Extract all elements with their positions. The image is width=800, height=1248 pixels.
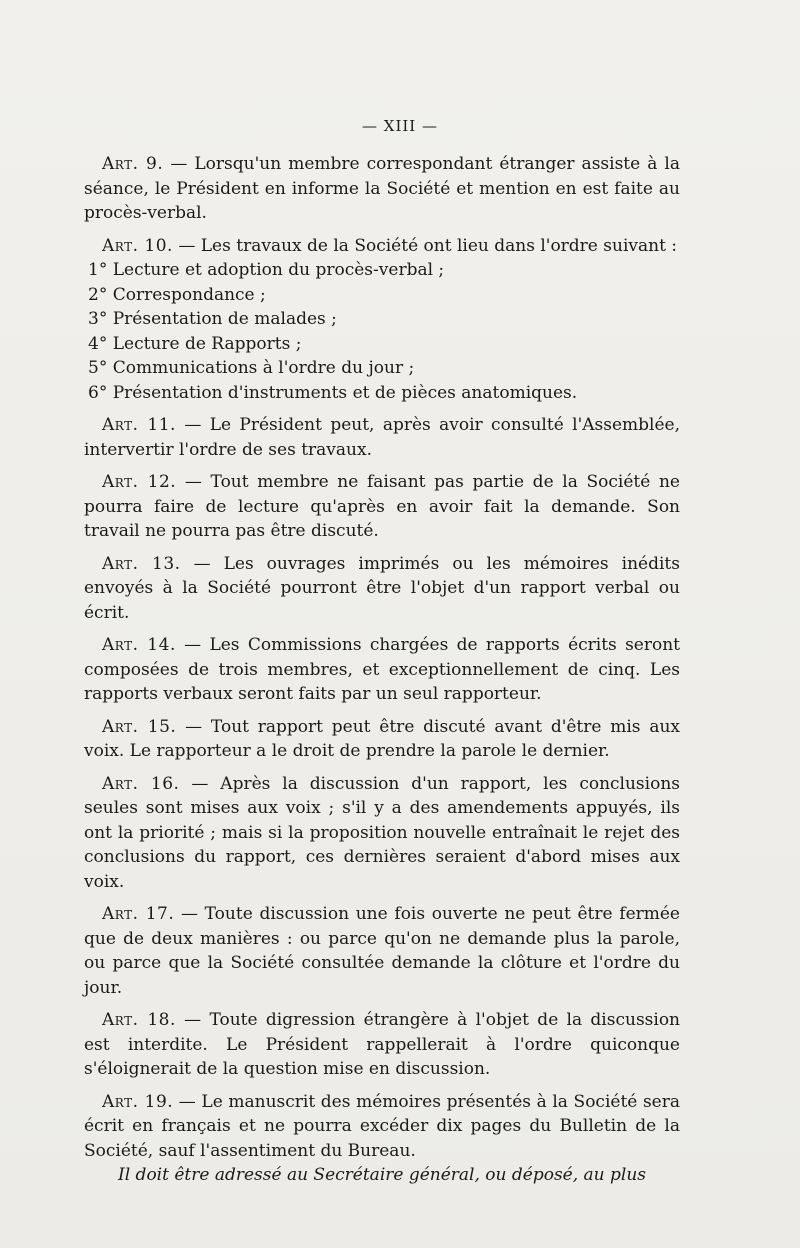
article-label: Art. 10. (102, 235, 173, 256)
list-item: 5° Communications à l'ordre du jour ; (88, 358, 415, 378)
list-item: 2° Correspondance ; (88, 284, 266, 305)
article-label: Art. 11. (102, 415, 176, 435)
article-text: — Tout rapport peut être discuté avant d'être mis aux voix. Le rapporteur a le droit de prendre la parole le dernier. (84, 716, 680, 761)
article-14 (84, 633, 680, 707)
article-text: — Les Commissions chargées de rapports écrits seront composées de trois membres, et exceptionnellement de cinq. Les rapports verbaux seront faits par un seul rapporteur. (84, 635, 680, 704)
list-item: 3° Présentation de malades ; (88, 309, 337, 329)
article-19 (84, 1090, 680, 1164)
article-17 (84, 902, 680, 1000)
article-label: Art. 17. (102, 904, 175, 924)
article-text: — Les travaux de la Société ont lieu dans l'ordre suivant : (178, 235, 678, 256)
article-15 (84, 715, 680, 764)
article-text: — Lorsqu'un membre correspondant étranger assiste à la séance, le Président en informe la Société et mention en est faite au procès-verbal. (84, 154, 680, 223)
article-9 (84, 152, 680, 226)
article-text: — Après la discussion d'un rapport, les conclusions seules sont mises aux voix ; s'il y a des amendements appuyés, ils ont la priorité ; mais si la proposition nouvelle entraînait le rejet des conclusions du rapport, ces dernières seraient d'abord mises aux voix. (84, 773, 681, 892)
article-label: Art. 18. (102, 1010, 176, 1030)
body-text (84, 152, 680, 1188)
article-text: — Le manuscrit des mémoires présentés à la Société sera écrit en français et ne pourra excéder dix pages du Bulletin de la Société, sauf l'assentiment du Bureau. (84, 1091, 681, 1161)
article-text: — Toute digression étrangère à l'objet de la discussion est interdite. Le Président rappellerait à l'ordre quiconque s'éloignerait de la question mise en discussion. (84, 1010, 681, 1079)
article-label: Art. 15. (102, 716, 177, 737)
article-10 (84, 234, 680, 259)
order-list (84, 258, 680, 405)
article-label: Art. 9. (102, 154, 164, 174)
article-13 (84, 552, 680, 626)
article-text: — Tout membre ne faisant pas partie de la Société ne pourra faire de lecture qu'après en avoir fait la demande. Son travail ne pourra pas être discuté. (84, 472, 680, 541)
list-item: 4° Lecture de Rapports ; (88, 333, 302, 354)
list-item: 6° Présentation d'instruments et de pièces anatomiques. (88, 382, 578, 403)
article-label: Art. 19. (102, 1091, 174, 1112)
list-item: 1° Lecture et adoption du procès-verbal ; (88, 260, 445, 280)
article-18 (84, 1008, 680, 1082)
article-text: — Le Président peut, après avoir consulté l'Assemblée, intervertir l'ordre de ses travaux. (84, 415, 681, 460)
article-label: Art. 14. (102, 635, 176, 655)
article-label: Art. 12. (102, 472, 177, 492)
article-text: — Toute discussion une fois ouverte ne peut être fermée que de deux manières : ou parce qu'on ne demande plus la parole, ou parce que la Société consultée demande la clôture et l'ordre du jour. (84, 904, 680, 998)
article-12 (84, 470, 680, 544)
article-label: Art. 16. (102, 773, 180, 794)
page-number: — XIII — (362, 117, 438, 135)
article-11 (84, 413, 680, 462)
article-text: — Les ouvrages imprimés ou les mémoires inédits envoyés à la Société pourront être l'objet d'un rapport verbal ou écrit. (84, 553, 680, 623)
article-16 (84, 772, 680, 895)
closing-italic-line: Il doit être adressé au Secrétaire général, ou déposé, au plus (118, 1165, 647, 1185)
article-label: Art. 13. (102, 553, 181, 574)
